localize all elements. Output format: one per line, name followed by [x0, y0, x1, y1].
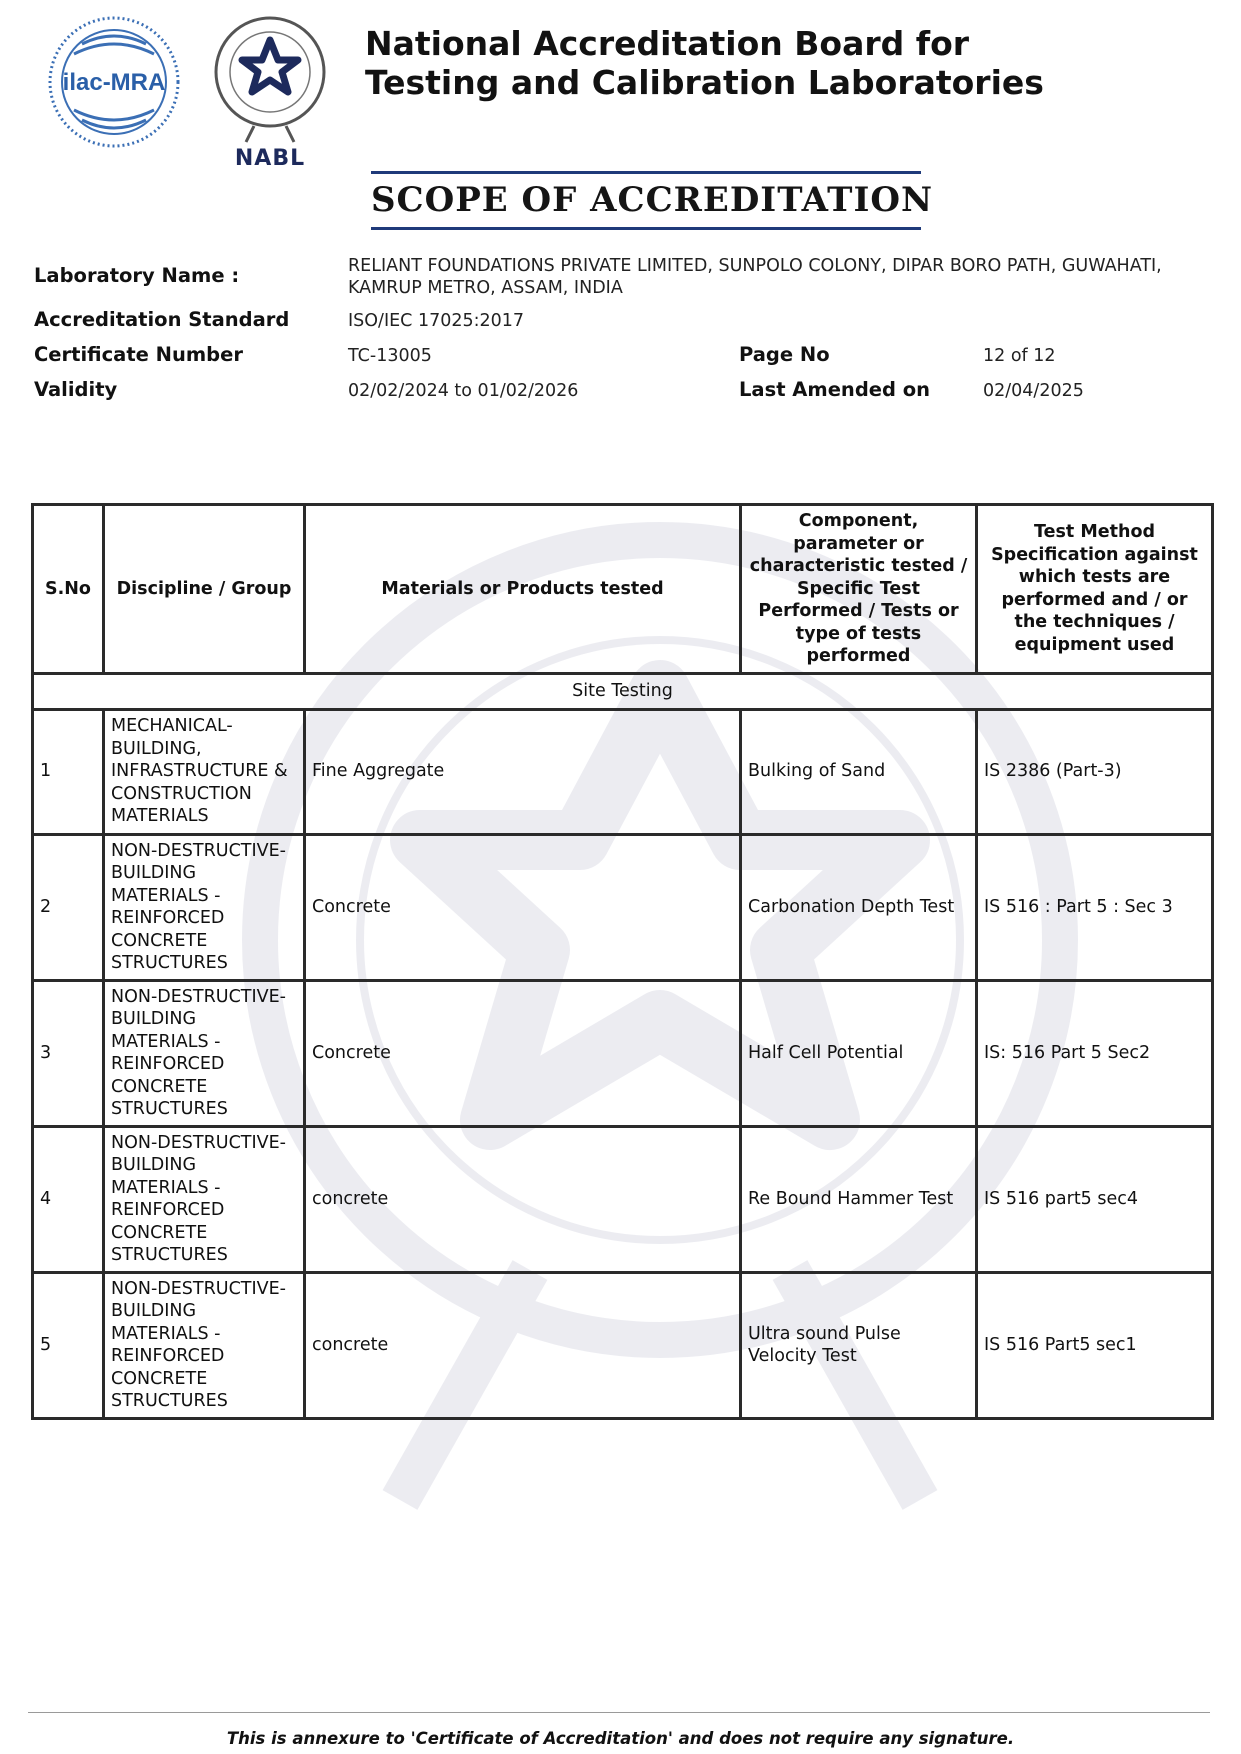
cell-discipline: NON-DESTRUCTIVE- BUILDING MATERIALS - REINFORCED CONCRETE STRUCTURES: [104, 1272, 305, 1418]
board-name-line1: National Accreditation Board for: [365, 24, 970, 63]
header-discipline: Discipline / Group: [104, 505, 305, 674]
header-materials: Materials or Products tested: [305, 505, 741, 674]
cell-sno: 4: [33, 1126, 104, 1272]
board-name-line2: Testing and Calibration Laboratories: [365, 63, 1044, 102]
header-sno: S.No: [33, 505, 104, 674]
cell-test: Ultra sound Pulse Velocity Test: [741, 1272, 977, 1418]
amended-label: Last Amended on: [739, 378, 931, 401]
footer-divider: [28, 1712, 1210, 1713]
cell-sno: 2: [33, 834, 104, 980]
header-method: Test Method Specification against which tests are performed and / or the techniques / equipment used: [977, 505, 1213, 674]
certificate-value: TC-13005: [348, 346, 432, 366]
table-header-row: [33, 505, 1213, 674]
cell-test: Bulking of Sand: [741, 709, 977, 834]
ilac-mra-logo: [46, 14, 182, 150]
cell-test: Half Cell Potential: [741, 980, 977, 1126]
laboratory-name-label: Laboratory Name :: [34, 264, 240, 287]
nabl-seal-icon: [210, 12, 330, 144]
laboratory-name-value: [348, 255, 1198, 299]
cell-sno: 5: [33, 1272, 104, 1418]
nabl-logo: [210, 12, 330, 172]
group-row: [33, 673, 1213, 709]
scope-table: [31, 503, 1214, 1420]
standard-value: ISO/IEC 17025:2017: [348, 311, 525, 331]
cell-material: Concrete: [305, 980, 741, 1126]
group-label: Site Testing: [33, 673, 1213, 709]
standard-label: Accreditation Standard: [34, 308, 290, 331]
table-row: [33, 834, 1213, 980]
table-row: [33, 980, 1213, 1126]
table-row: [33, 1272, 1213, 1418]
cell-discipline: NON-DESTRUCTIVE- BUILDING MATERIALS - REINFORCED CONCRETE STRUCTURES: [104, 834, 305, 980]
certificate-label: Certificate Number: [34, 343, 243, 366]
cell-discipline: NON-DESTRUCTIVE- BUILDING MATERIALS - REINFORCED CONCRETE STRUCTURES: [104, 980, 305, 1126]
cell-material: concrete: [305, 1126, 741, 1272]
table-row: [33, 1126, 1213, 1272]
page-label: Page No: [739, 343, 830, 366]
cell-method: IS 516 part5 sec4: [977, 1126, 1213, 1272]
cell-method: IS: 516 Part 5 Sec2: [977, 980, 1213, 1126]
board-name: [365, 24, 1044, 102]
cell-test: Carbonation Depth Test: [741, 834, 977, 980]
cell-sno: 1: [33, 709, 104, 834]
cell-discipline: MECHANICAL- BUILDING, INFRASTRUCTURE & CONSTRUCTION MATERIALS: [104, 709, 305, 834]
ilac-mra-logo-text: ilac-MRA: [62, 69, 166, 96]
table-row: [33, 709, 1213, 834]
cell-discipline: NON-DESTRUCTIVE- BUILDING MATERIALS - REINFORCED CONCRETE STRUCTURES: [104, 1126, 305, 1272]
cell-material: Concrete: [305, 834, 741, 980]
cell-sno: 3: [33, 980, 104, 1126]
cell-material: concrete: [305, 1272, 741, 1418]
page-value: 12 of 12: [983, 346, 1056, 366]
footer-note: This is annexure to 'Certificate of Accreditation' and does not require any signature.: [226, 1729, 1015, 1748]
cell-test: Re Bound Hammer Test: [741, 1126, 977, 1272]
laboratory-name-line2: KAMRUP METRO, ASSAM, INDIA: [348, 278, 623, 298]
cell-method: IS 516 : Part 5 : Sec 3: [977, 834, 1213, 980]
scope-title: SCOPE OF ACCREDITATION: [371, 171, 921, 230]
nabl-logo-text: NABL: [234, 146, 306, 171]
cell-material: Fine Aggregate: [305, 709, 741, 834]
cell-method: IS 516 Part5 sec1: [977, 1272, 1213, 1418]
amended-value: 02/04/2025: [983, 381, 1084, 401]
validity-value: 02/02/2024 to 01/02/2026: [348, 381, 579, 401]
cell-method: IS 2386 (Part-3): [977, 709, 1213, 834]
validity-label: Validity: [34, 378, 118, 401]
laboratory-name-line1: RELIANT FOUNDATIONS PRIVATE LIMITED, SUNPOLO COLONY, DIPAR BORO PATH, GUWAHATI,: [348, 256, 1162, 276]
header-component: Component, parameter or characteristic tested / Specific Test Performed / Tests or type of tests performed: [741, 505, 977, 674]
